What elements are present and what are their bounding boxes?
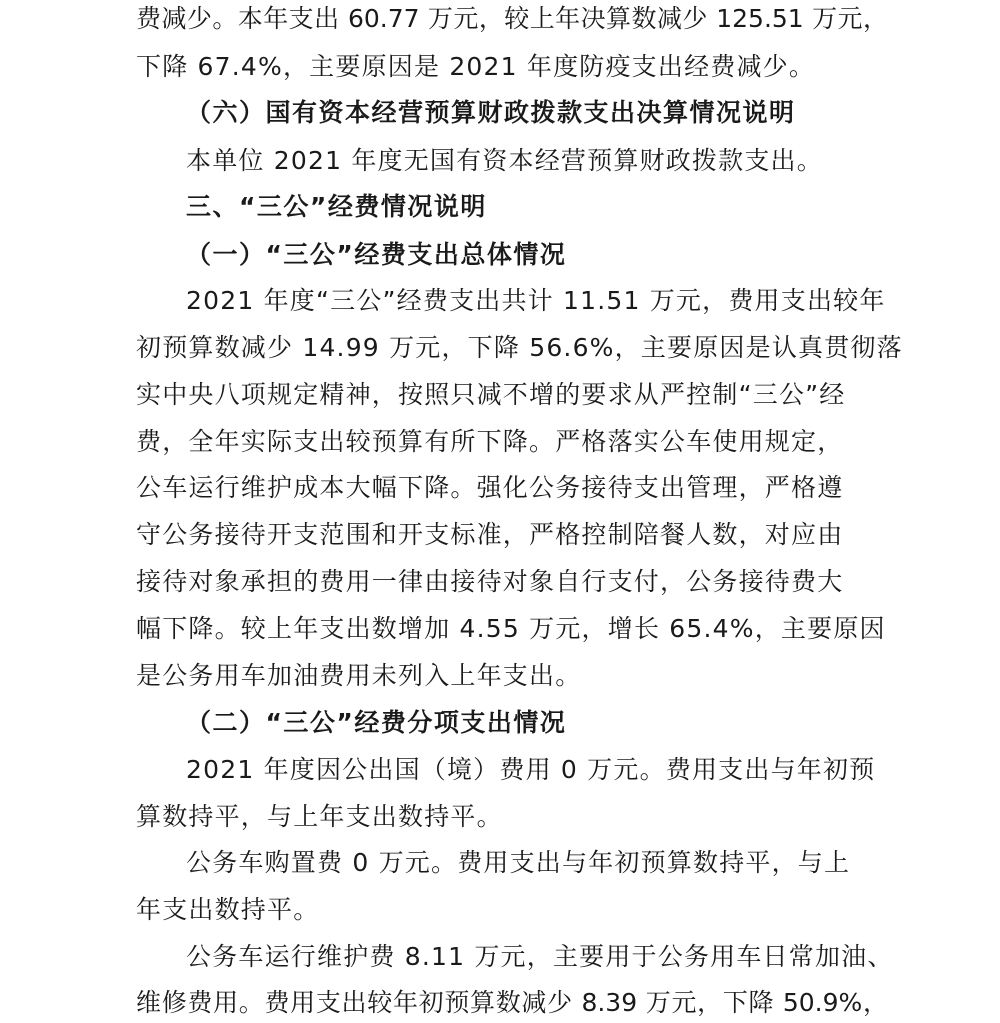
subsection-heading-1: （一）“三公”经费支出总体情况 (186, 240, 567, 269)
body-text-line: 公车运行维护成本大幅下降。强化公务接待支出管理，严格遵 (136, 473, 844, 502)
section-heading-6: （六）国有资本经营预算财政拨款支出决算情况说明 (186, 98, 796, 127)
subsection-heading-2: （二）“三公”经费分项支出情况 (186, 708, 567, 737)
body-text-line: 是公务用车加油费用未列入上年支出。 (136, 661, 582, 690)
body-text-line: 维修费用。费用支出较年初预算数减少 8.39 万元，下降 50.9%， (136, 988, 888, 1017)
body-text-line: 费减少。本年支出 60.77 万元，较上年决算数减少 125.51 万元， (136, 4, 888, 33)
body-text-line: 初预算数减少 14.99 万元，下降 56.6%，主要原因是认真贯彻落 (136, 333, 903, 362)
body-text-line: 本单位 2021 年度无国有资本经营预算财政拨款支出。 (186, 146, 823, 175)
body-text-line: 年支出数持平。 (136, 895, 320, 924)
body-text-line: 下降 67.4%，主要原因是 2021 年度防疫支出经费减少。 (136, 52, 816, 81)
body-text-line: 守公务接待开支范围和开支标准，严格控制陪餐人数，对应由 (136, 520, 844, 549)
body-text-line: 接待对象承担的费用一律由接待对象自行支付，公务接待费大 (136, 567, 844, 596)
body-text-line: 费，全年实际支出较预算有所下降。严格落实公车使用规定， (136, 427, 844, 456)
body-text-line: 算数持平，与上年支出数持平。 (136, 802, 503, 831)
body-text-line: 公务车运行维护费 8.11 万元，主要用于公务用车日常加油、 (186, 942, 894, 971)
body-text-line: 2021 年度因公出国（境）费用 0 万元。费用支出与年初预 (186, 755, 876, 784)
body-text-line: 2021 年度“三公”经费支出共计 11.51 万元，费用支出较年 (186, 286, 886, 315)
body-text-line: 实中央八项规定精神，按照只减不增的要求从严控制“三公”经 (136, 380, 846, 409)
body-text-line: 公务车购置费 0 万元。费用支出与年初预算数持平，与上 (186, 848, 851, 877)
body-text-line: 幅下降。较上年支出数增加 4.55 万元，增长 65.4%，主要原因 (136, 614, 886, 643)
chapter-heading-3: 三、“三公”经费情况说明 (186, 192, 487, 221)
